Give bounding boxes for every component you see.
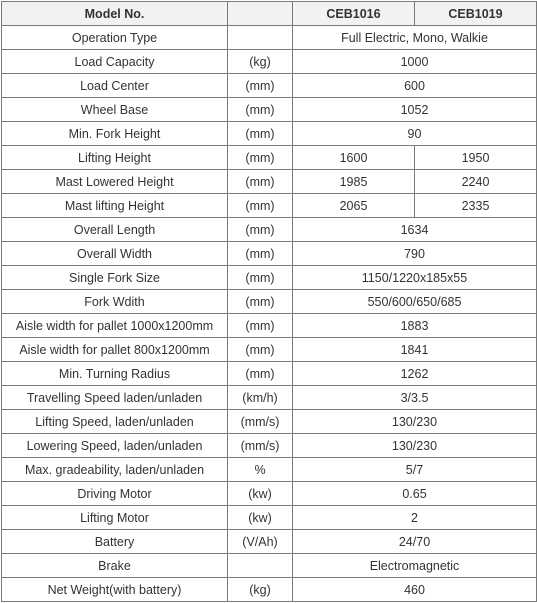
table-row <box>2 410 537 434</box>
model-no-header: Model No. <box>2 2 228 26</box>
spec-value-cell: 1841 <box>293 338 537 362</box>
table-row <box>2 50 537 74</box>
spec-unit-cell: (mm) <box>228 290 293 314</box>
table-row <box>2 242 537 266</box>
spec-unit-cell: % <box>228 458 293 482</box>
table-header-row <box>2 2 537 26</box>
spec-name-cell: Lowering Speed, laden/unladen <box>2 434 228 458</box>
spec-value-cell: 460 <box>293 578 537 602</box>
spec-value-cell: Electromagnetic <box>293 554 537 578</box>
table-row <box>2 530 537 554</box>
spec-name-cell: Overall Width <box>2 242 228 266</box>
spec-value-cell: 2335 <box>415 194 537 218</box>
table-row <box>2 362 537 386</box>
table-row <box>2 482 537 506</box>
spec-name-cell: Travelling Speed laden/unladen <box>2 386 228 410</box>
table-row <box>2 218 537 242</box>
spec-value-cell: Full Electric, Mono, Walkie <box>293 26 537 50</box>
table-row <box>2 194 537 218</box>
table-row <box>2 98 537 122</box>
spec-value-cell: 90 <box>293 122 537 146</box>
spec-unit-cell: (km/h) <box>228 386 293 410</box>
spec-name-cell: Max. gradeability, laden/unladen <box>2 458 228 482</box>
table-row <box>2 266 537 290</box>
spec-name-cell: Battery <box>2 530 228 554</box>
spec-unit-cell: (mm) <box>228 218 293 242</box>
spec-name-cell: Mast lifting Height <box>2 194 228 218</box>
spec-unit-cell: (kg) <box>228 50 293 74</box>
table-row <box>2 554 537 578</box>
spec-unit-cell: (mm) <box>228 98 293 122</box>
spec-name-cell: Driving Motor <box>2 482 228 506</box>
spec-unit-cell: (V/Ah) <box>228 530 293 554</box>
spec-value-cell: 1950 <box>415 146 537 170</box>
table-row <box>2 74 537 98</box>
table-row <box>2 290 537 314</box>
spec-unit-cell: (kg) <box>228 578 293 602</box>
spec-unit-cell: (mm) <box>228 170 293 194</box>
spec-value-cell: 790 <box>293 242 537 266</box>
spec-name-cell: Single Fork Size <box>2 266 228 290</box>
spec-name-cell: Load Center <box>2 74 228 98</box>
spec-value-cell: 600 <box>293 74 537 98</box>
spec-name-cell: Operation Type <box>2 26 228 50</box>
table-row <box>2 26 537 50</box>
spec-unit-cell: (mm) <box>228 74 293 98</box>
spec-unit-cell: (mm) <box>228 146 293 170</box>
model-header-ceb1016: CEB1016 <box>293 2 415 26</box>
spec-name-cell: Min. Turning Radius <box>2 362 228 386</box>
model-header-ceb1019: CEB1019 <box>415 2 537 26</box>
spec-value-cell: 1985 <box>293 170 415 194</box>
spec-name-cell: Brake <box>2 554 228 578</box>
spec-name-cell: Mast Lowered Height <box>2 170 228 194</box>
spec-table-body <box>2 2 537 602</box>
spec-unit-cell: (mm) <box>228 242 293 266</box>
spec-name-cell: Load Capacity <box>2 50 228 74</box>
table-row <box>2 170 537 194</box>
spec-name-cell: Min. Fork Height <box>2 122 228 146</box>
spec-table <box>1 1 537 602</box>
table-row <box>2 434 537 458</box>
spec-name-cell: Aisle width for pallet 1000x1200mm <box>2 314 228 338</box>
spec-unit-cell: (mm) <box>228 122 293 146</box>
spec-unit-cell: (mm) <box>228 194 293 218</box>
spec-value-cell: 24/70 <box>293 530 537 554</box>
spec-value-cell: 1052 <box>293 98 537 122</box>
table-row <box>2 506 537 530</box>
spec-name-cell: Lifting Speed, laden/unladen <box>2 410 228 434</box>
table-row <box>2 122 537 146</box>
spec-value-cell: 1150/1220x185x55 <box>293 266 537 290</box>
spec-name-cell: Fork Wdith <box>2 290 228 314</box>
spec-value-cell: 130/230 <box>293 434 537 458</box>
spec-value-cell: 2065 <box>293 194 415 218</box>
spec-value-cell: 2 <box>293 506 537 530</box>
table-row <box>2 458 537 482</box>
spec-name-cell: Net Weight(with battery) <box>2 578 228 602</box>
spec-value-cell: 1634 <box>293 218 537 242</box>
spec-unit-cell: (mm) <box>228 314 293 338</box>
spec-name-cell: Aisle width for pallet 800x1200mm <box>2 338 228 362</box>
spec-name-cell: Overall Length <box>2 218 228 242</box>
spec-value-cell: 1600 <box>293 146 415 170</box>
spec-unit-cell: (kw) <box>228 482 293 506</box>
table-row <box>2 338 537 362</box>
table-row <box>2 386 537 410</box>
table-row <box>2 578 537 602</box>
spec-value-cell: 1883 <box>293 314 537 338</box>
spec-value-cell: 0.65 <box>293 482 537 506</box>
spec-unit-cell <box>228 554 293 578</box>
spec-unit-cell: (mm) <box>228 266 293 290</box>
spec-unit-cell: (kw) <box>228 506 293 530</box>
spec-value-cell: 5/7 <box>293 458 537 482</box>
table-row <box>2 146 537 170</box>
spec-unit-cell <box>228 26 293 50</box>
spec-unit-cell: (mm) <box>228 362 293 386</box>
spec-unit-cell: (mm) <box>228 338 293 362</box>
spec-name-cell: Lifting Motor <box>2 506 228 530</box>
spec-value-cell: 1000 <box>293 50 537 74</box>
spec-value-cell: 2240 <box>415 170 537 194</box>
spec-value-cell: 1262 <box>293 362 537 386</box>
spec-name-cell: Wheel Base <box>2 98 228 122</box>
spec-value-cell: 550/600/650/685 <box>293 290 537 314</box>
table-row <box>2 314 537 338</box>
spec-value-cell: 3/3.5 <box>293 386 537 410</box>
spec-unit-cell: (mm/s) <box>228 410 293 434</box>
spec-name-cell: Lifting Height <box>2 146 228 170</box>
unit-header <box>228 2 293 26</box>
spec-value-cell: 130/230 <box>293 410 537 434</box>
spec-unit-cell: (mm/s) <box>228 434 293 458</box>
